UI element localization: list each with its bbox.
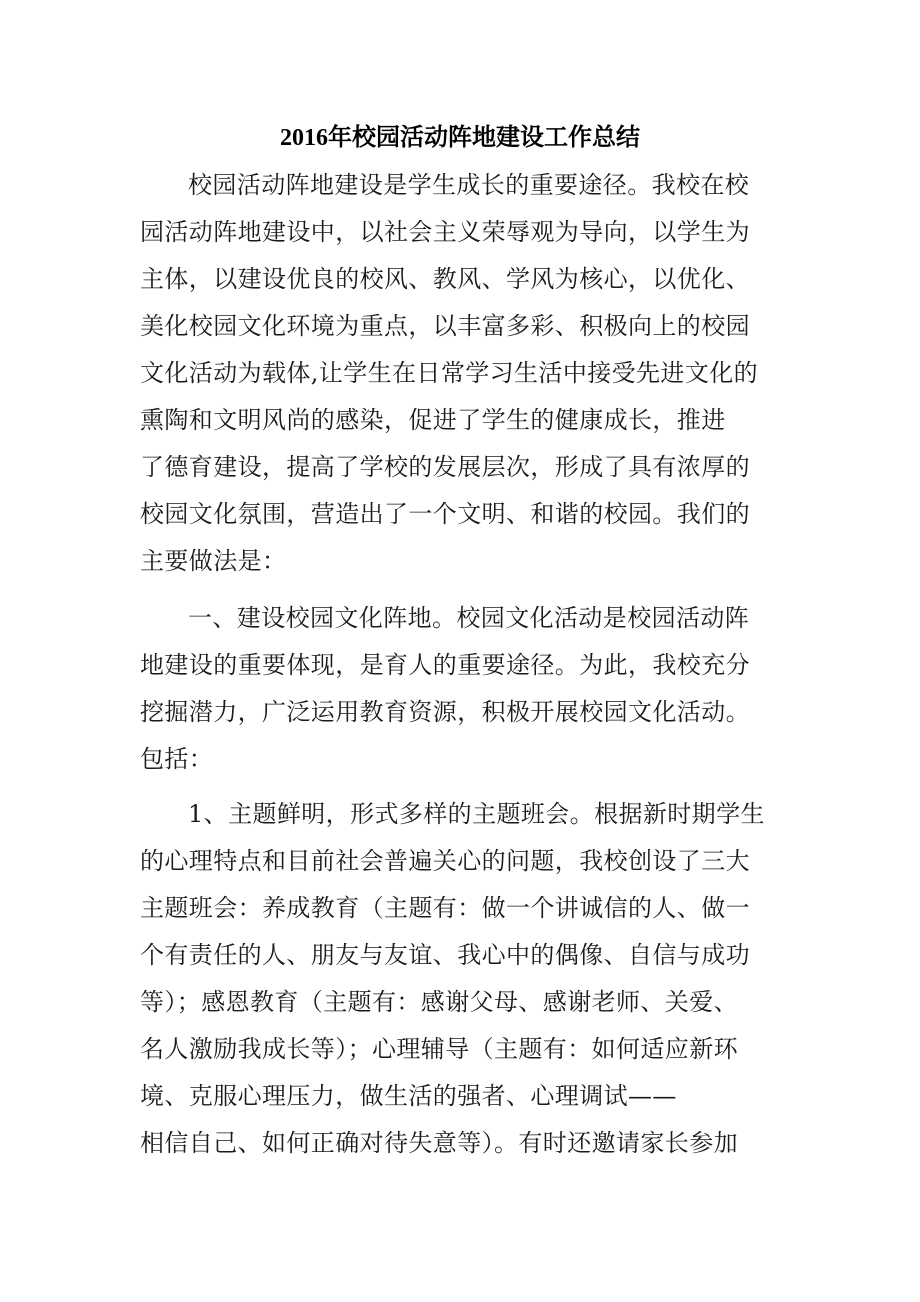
body-line: 的心理特点和目前社会普遍关心的问题，我校创设了三大 [140, 847, 750, 875]
body-line: 境、克服心理压力，做生活的强者、心理调试—— [140, 1082, 677, 1110]
body-line: 等）；感恩教育（主题有：感谢父母、感谢老师、关爱、 [140, 988, 738, 1016]
body-line: 名人激励我成长等）；心理辅导（主题有：如何适应新环 [140, 1035, 738, 1063]
body-line: 主体，以建设优良的校风、教风、学风为核心，以优化、 [140, 265, 750, 293]
list-item-line: 1、主题鲜明，形式多样的主题班会。根据新时期学生 [188, 800, 765, 828]
body-line: 文化活动为载体,让学生在日常学习生活中接受先进文化的 [140, 359, 759, 387]
body-line: 园活动阵地建设中，以社会主义荣辱观为导向，以学生为 [140, 218, 750, 246]
body-line: 主要做法是： [140, 547, 287, 575]
body-line: 校园活动阵地建设是学生成长的重要途径。我校在校 [188, 171, 750, 199]
body-line: 挖掘潜力，广泛运用教育资源，积极开展校园文化活动。 [140, 698, 750, 726]
body-line: 包括： [140, 745, 214, 773]
body-line: 熏陶和文明风尚的感染，促进了学生的健康成长，推进 [140, 406, 726, 434]
body-line: 个有责任的人、朋友与友谊、我心中的偶像、自信与成功 [140, 941, 750, 969]
body-line: 相信自己、如何正确对待失意等）。有时还邀请家长参加 [140, 1129, 738, 1157]
body-line: 地建设的重要体现，是育人的重要途径。为此，我校充分 [140, 651, 750, 679]
document-title: 2016年校园活动阵地建设工作总结 [280, 125, 640, 151]
body-line: 美化校园文化环境为重点，以丰富多彩、积极向上的校园 [140, 312, 750, 340]
body-line: 主题班会：养成教育（主题有：做一个讲诚信的人、做一 [140, 894, 750, 922]
body-line: 了德育建设，提高了学校的发展层次，形成了具有浓厚的 [140, 453, 750, 481]
section-heading-line: 一、建设校园文化阵地。校园文化活动是校园活动阵 [188, 604, 750, 632]
body-line: 校园文化氛围，营造出了一个文明、和谐的校园。我们的 [140, 500, 750, 528]
